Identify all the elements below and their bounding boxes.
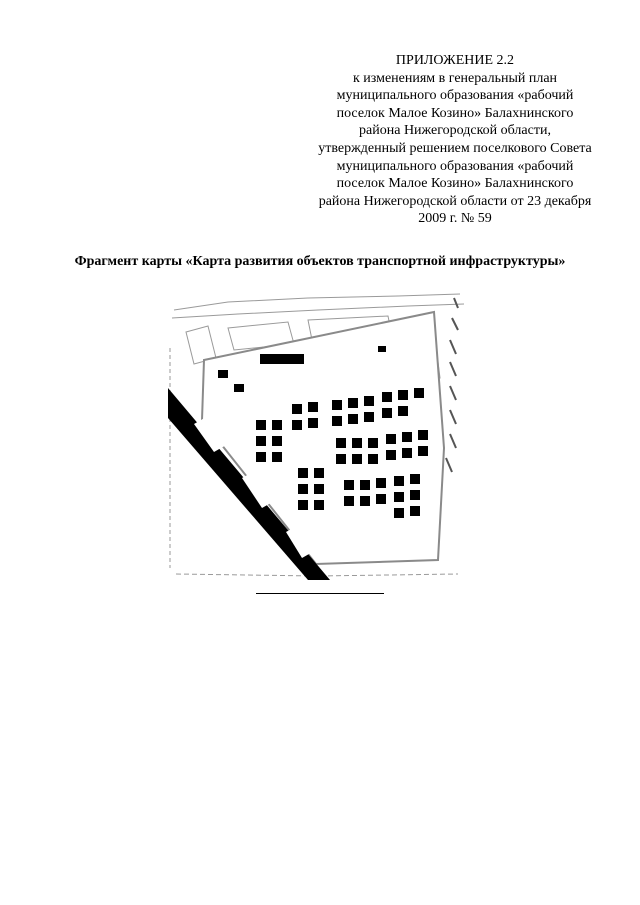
appendix-number: ПРИЛОЖЕНИЕ 2.2: [395, 53, 515, 68]
appendix-line: муниципального образования «рабочий: [336, 88, 574, 104]
appendix-line: утвержденный решением поселкового Совета: [318, 140, 592, 156]
map-fragment-graphic: [168, 288, 470, 580]
footnote-separator: [256, 593, 384, 594]
fragment-title: Фрагмент карты «Карта развития объектов транспортной инфраструктуры»: [74, 254, 566, 269]
appendix-line: поселок Малое Козино» Балахнинского: [336, 176, 574, 192]
appendix-line: района Нижегородской области от 23 декабря: [318, 193, 592, 209]
appendix-header: [300, 52, 610, 228]
building: [378, 346, 386, 352]
appendix-line: к изменениям в генеральный план: [352, 70, 558, 86]
appendix-line: муниципального образования «рабочий: [336, 158, 574, 174]
building: [234, 384, 244, 392]
appendix-line: 2009 г. № 59: [418, 211, 492, 227]
appendix-line: поселок Малое Козино» Балахнинского: [336, 105, 574, 121]
building: [218, 370, 228, 378]
map-fragment-image: [168, 288, 470, 580]
appendix-line: района Нижегородской области,: [359, 123, 551, 139]
boundary-hatching: [446, 298, 458, 472]
building: [260, 354, 304, 364]
